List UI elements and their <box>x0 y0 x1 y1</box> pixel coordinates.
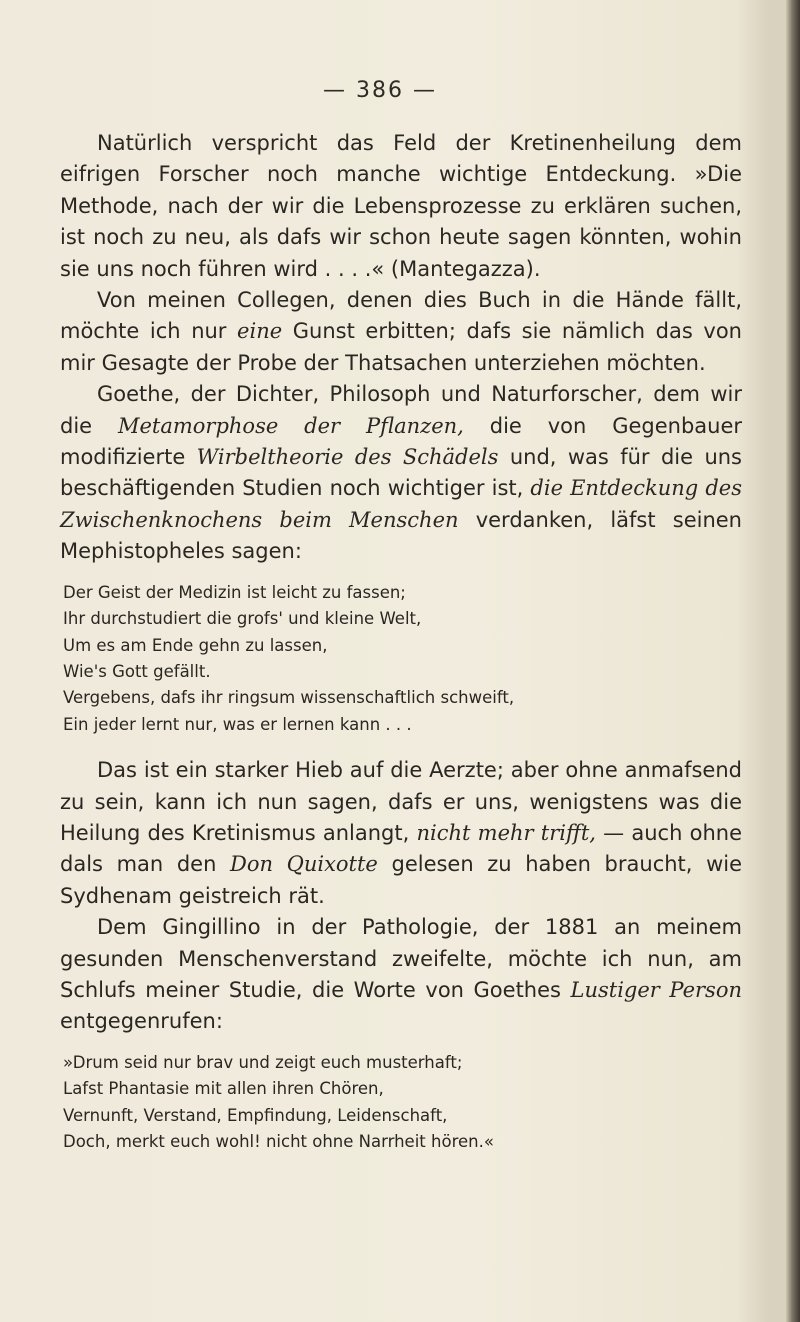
emphasis-text: Wirbeltheorie des Schädels <box>196 445 499 470</box>
emphasis-text: Metamorphose der Pflanzen, <box>117 413 464 438</box>
paragraph-text: verdanken, läfst seinen Mephistopheles sagen: <box>60 507 742 564</box>
emphasis-text: Don Quixotte <box>230 852 378 877</box>
emphasis-text: eine <box>237 319 283 344</box>
verse-mephistopheles <box>60 580 742 738</box>
page-body <box>60 128 742 1172</box>
page-number: — 386 — <box>323 78 437 103</box>
verse-line: Vernunft, Verstand, Empfindung, Leidenschaft, <box>63 1105 448 1125</box>
page-edge-shadow <box>786 0 800 1322</box>
verse-line: Ein jeder lernt nur, was er lernen kann . . . <box>63 714 412 734</box>
verse-line: Vergebens, dafs ihr ringsum wissenschaftlich schweift, <box>63 688 515 708</box>
paragraph-kretinenheilung <box>60 128 742 285</box>
verse-lustige-person <box>60 1050 742 1156</box>
emphasis-text: nicht mehr trifft, <box>416 820 596 845</box>
verse-line: Doch, merkt euch wohl! nicht ohne Narrheit hören.« <box>63 1132 494 1151</box>
paragraph-collegen <box>60 285 742 379</box>
paragraph-text: Goethe, der Dichter, Philosoph und Naturforscher, dem wir die <box>60 382 742 438</box>
paragraph-goethe <box>60 379 742 567</box>
paragraph-text: — auch ohne dals man den <box>60 820 742 877</box>
paragraph-text: Dem Gingillino in der Pathologie, der 1881 an meinem gesunden Menschenverstand zweifelte, möchte ich nun, am Schlufs meiner Studie, die Worte von Goethes <box>60 915 742 1002</box>
emphasis-text: Lustiger Person <box>570 977 742 1002</box>
paragraph-text: Das ist ein starker Hieb auf die Aerzte; aber ohne anmafsend zu sein, kann ich nun sagen, dafs er uns, wenigstens was die Heilung des Kretinismus anlangt, <box>60 758 742 845</box>
paragraph-text: und, was für die uns beschäftigenden Studien noch wichtiger ist, <box>60 445 742 501</box>
paragraph-text: entgegenrufen: <box>60 1009 223 1034</box>
verse-line: Ihr durchstudiert die grofs' und kleine Welt, <box>63 609 422 629</box>
verse-line: Der Geist der Medizin ist leicht zu fassen; <box>63 582 406 602</box>
verse-line: Wie's Gott gefällt. <box>63 661 211 681</box>
verse-line: Um es am Ende gehn zu lassen, <box>63 635 328 655</box>
paragraph-aerzte <box>60 755 742 912</box>
paragraph-gingillino <box>60 912 742 1038</box>
paragraph-text: Gunst erbitten; dafs sie nämlich das von mir Gesagte der Probe der Thatsachen unterziehen möchten. <box>60 319 742 375</box>
emphasis-text: die Entdeckung des Zwischenknochens beim Menschen <box>60 476 742 532</box>
paragraph-text: Natürlich verspricht das Feld der Kretinenheilung dem eifrigen Forscher noch manche wichtige Entdeckung. »Die Methode, nach der wir die Lebensprozesse zu erklären suchen, ist noch zu neu, als dafs wir schon heute sagen könnten, wohin sie uns noch führen wird . . . .« (Mantegazza). <box>60 131 742 281</box>
paragraph-text: die von Gegenbauer modifizierte <box>60 413 743 470</box>
paragraph-text: Von meinen Collegen, denen dies Buch in die Hände fällt, möchte ich nur <box>60 288 742 344</box>
verse-line: »Drum seid nur brav und zeigt euch musterhaft; <box>63 1052 463 1072</box>
paragraph-text: gelesen zu haben braucht, wie Sydhenam geistreich rät. <box>60 852 742 908</box>
verse-line: Lafst Phantasie mit allen ihren Chören, <box>63 1079 384 1099</box>
